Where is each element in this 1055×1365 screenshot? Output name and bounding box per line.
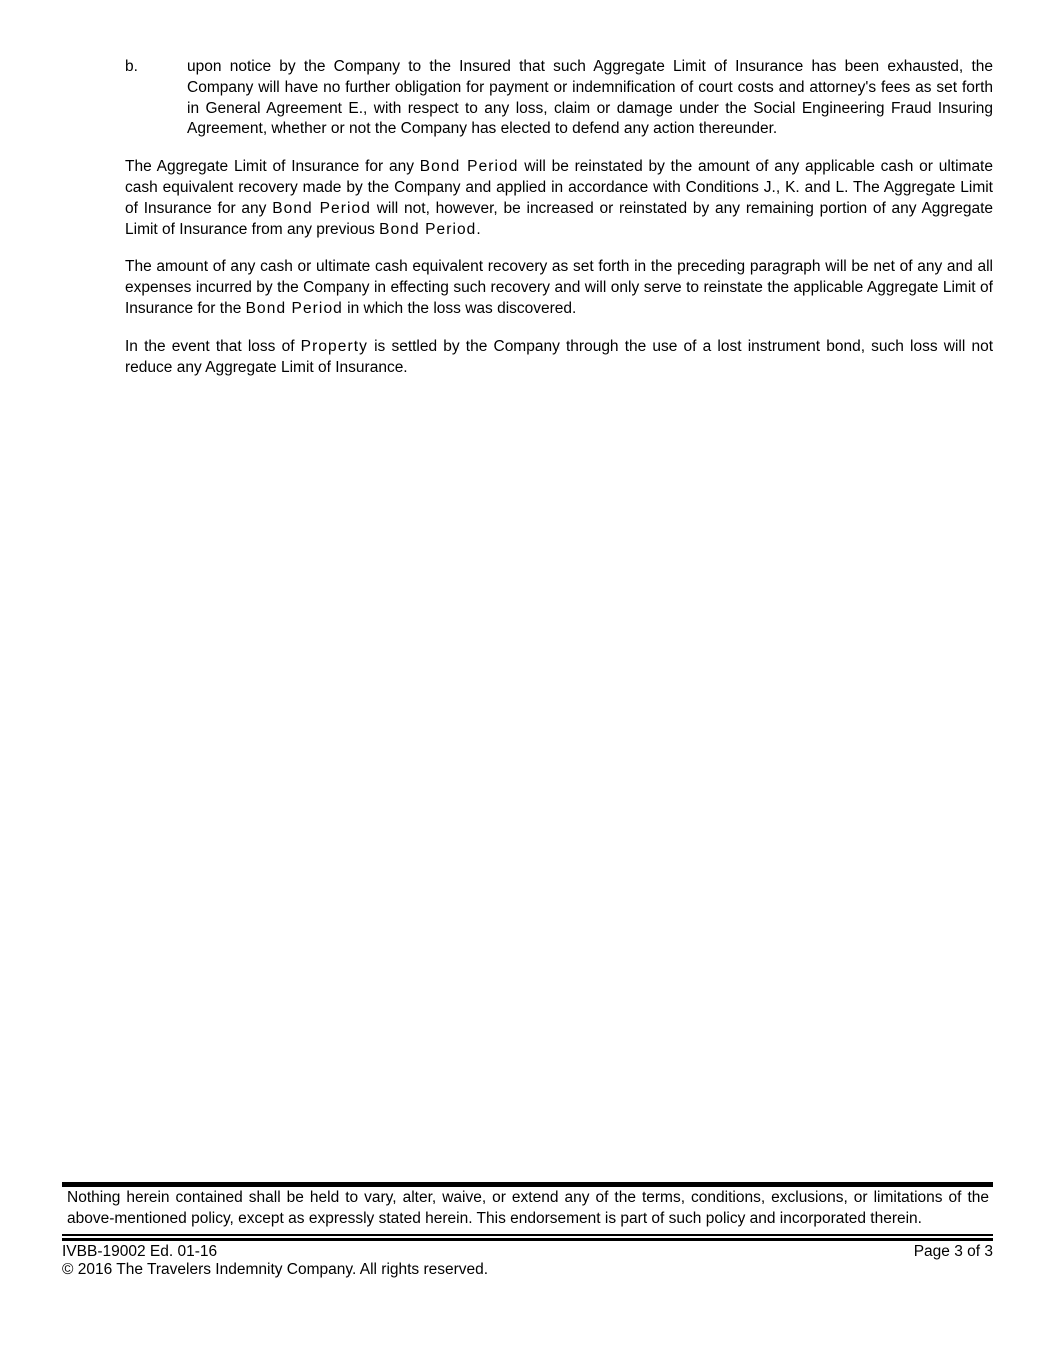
form-number: IVBB-19002 Ed. 01-16 (62, 1242, 218, 1260)
list-item-b-text: upon notice by the Company to the Insured that such Aggregate Limit of Insurance has been exhausted, the Company will have no further obligation for payment or indemnification of court costs and attorney's fees as set forth in General Agreement E., with respect to any loss, claim or damage under the Social Engineering Fraud Insuring Agreement, whether or not the Company has elected to defend any action thereunder. (187, 58, 993, 138)
page-footer (62, 1182, 993, 1280)
copyright-line: © 2016 The Travelers Indemnity Company. All rights reserved. (62, 1261, 489, 1279)
paragraph-recovery-net-of-expenses: The amount of any cash or ultimate cash equivalent recovery as set forth in the preceding paragraph will be net of any and all expenses incurred by the Company in effecting such recovery and will only serve to reinstate the applicable Aggregate Limit of Insurance for the Bond Period in which the loss was discovered. (125, 258, 993, 317)
endorsement-disclaimer: Nothing herein contained shall be held to vary, alter, waive, or extend any of the terms, conditions, exclusions, or limitations of the above-mentioned policy, except as expressly stated herein. This endorsement is part of such policy and incorporated therein. (67, 1189, 989, 1227)
footer-meta-row (62, 1241, 993, 1262)
paragraph-lost-instrument-bond: In the event that loss of Property is settled by the Company through the use of a lost instrument bond, such loss will not reduce any Aggregate Limit of Insurance. (125, 337, 993, 376)
list-item-b (125, 57, 993, 140)
list-item-b-label: b. (125, 58, 138, 75)
page-indicator: Page 3 of 3 (913, 1242, 993, 1260)
paragraph-aggregate-limit-reinstatement: The Aggregate Limit of Insurance for any Bond Period will be reinstated by the amount of any applicable cash or ultimate cash equivalent recovery made by the Company and applied in accordance with Conditions J., K. and L. The Aggregate Limit of Insurance for any Bond Period will not, however, be increased or reinstated by any remaining portion of any Aggregate Limit of Insurance from any previous Bond Period. (125, 158, 993, 238)
document-body (125, 57, 993, 395)
